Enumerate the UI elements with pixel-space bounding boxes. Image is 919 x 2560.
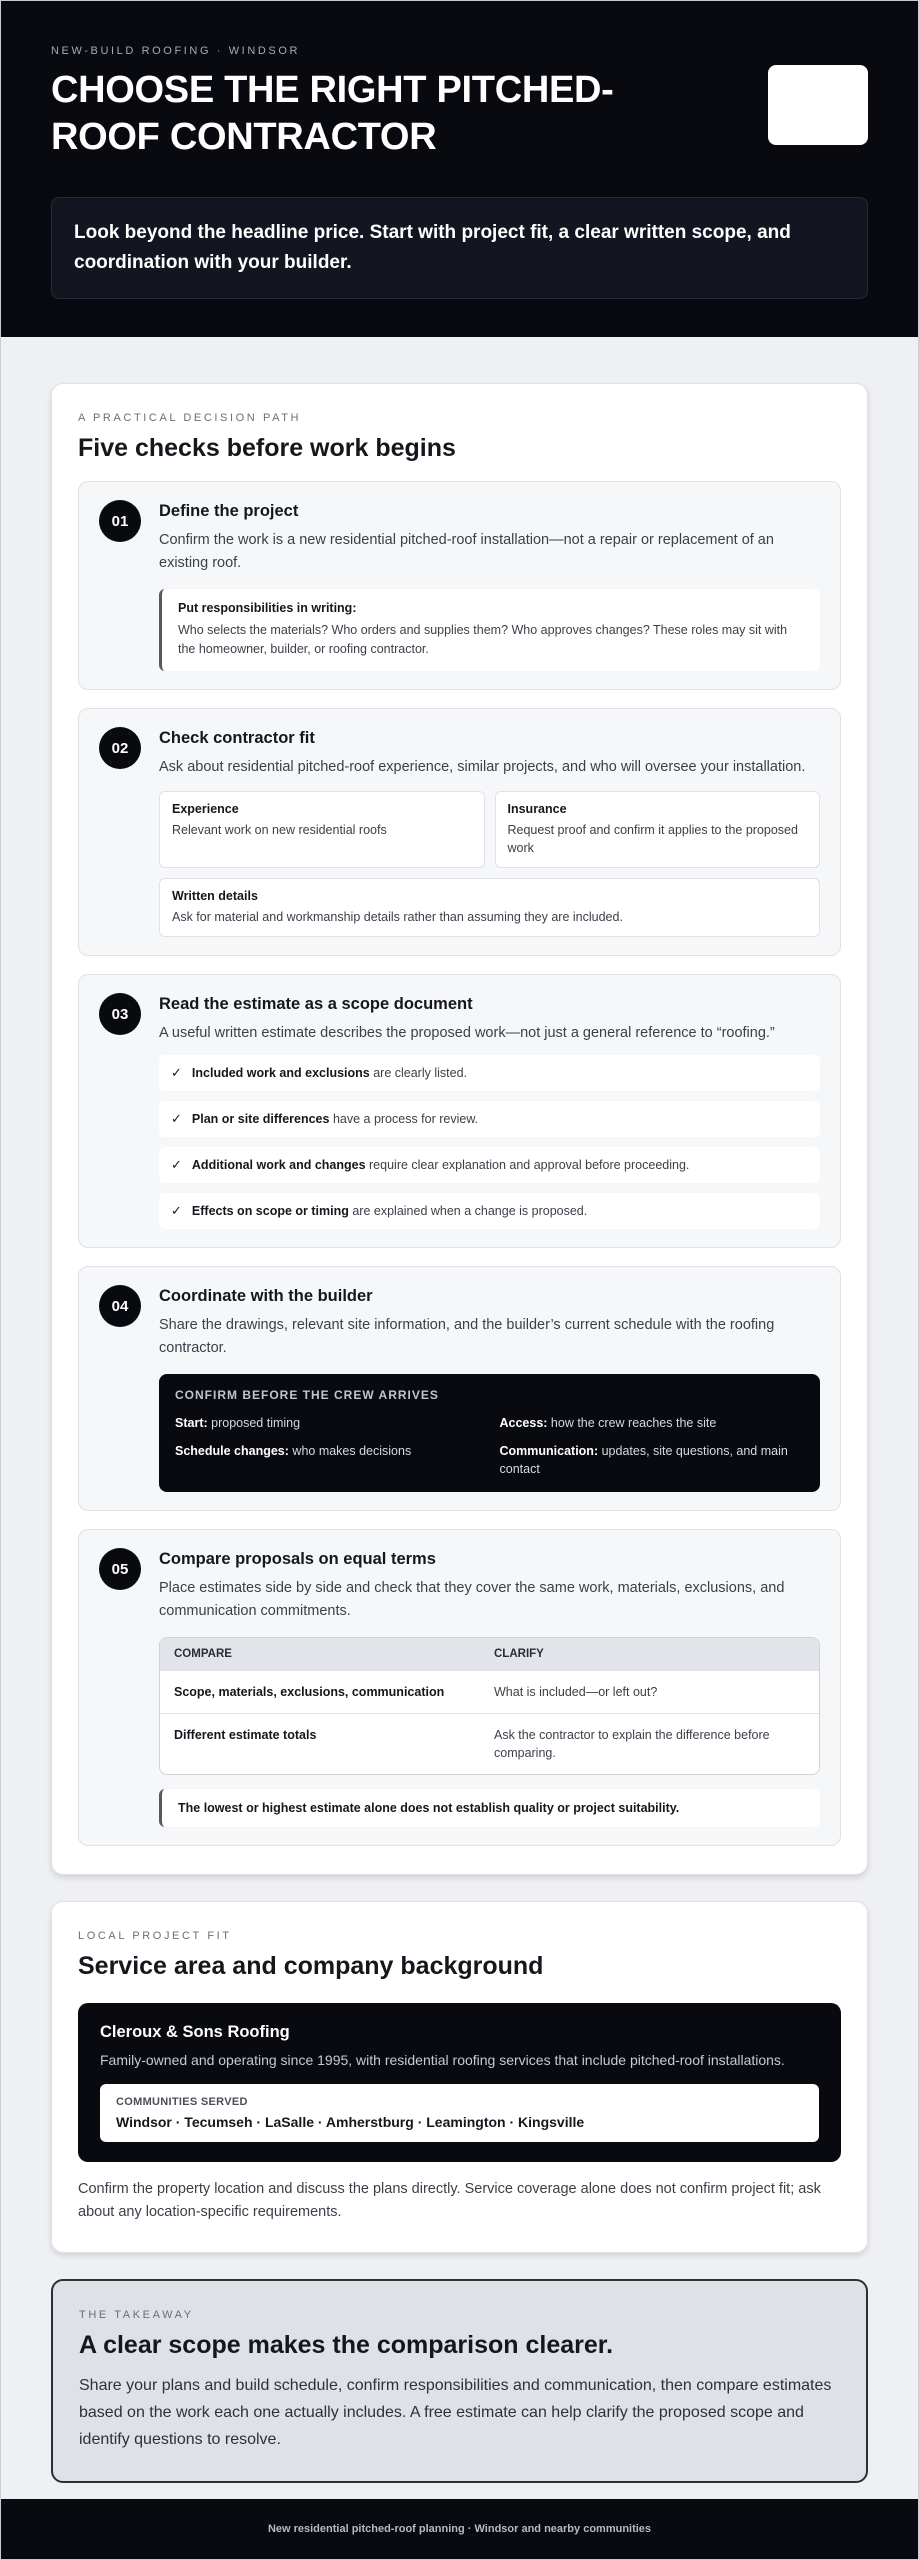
step-1 <box>78 481 841 690</box>
step-number: 05 <box>99 1548 141 1590</box>
footer: New residential pitched-roof planning · Windsor and nearby communities <box>1 2499 918 2559</box>
step-title: Define the project <box>159 502 299 520</box>
section-eyebrow: LOCAL PROJECT FIT <box>78 1930 232 1942</box>
step-title: Check contractor fit <box>159 729 315 747</box>
takeaway-card <box>51 2279 868 2483</box>
table-row <box>160 1670 819 1713</box>
column-header: COMPARE <box>174 1648 232 1660</box>
panel-title: CONFIRM BEFORE THE CREW ARRIVES <box>175 1388 439 1402</box>
step-title: Compare proposals on equal terms <box>159 1550 436 1568</box>
communities-label: COMMUNITIES SERVED <box>116 2096 248 2108</box>
panel-item-start: Start: proposed timing <box>175 1416 301 1430</box>
step-description: Place estimates side by side and check that they cover the same work, materials, exclusions, and communication commitments. <box>159 1580 785 1619</box>
step-5 <box>78 1529 841 1846</box>
fit-criteria-grid <box>159 791 820 937</box>
company-panel <box>78 2003 841 2162</box>
local-note: Confirm the property location and discuss the plans directly. Service coverage alone does not confirm project fit; ask about any location-specific requirements. <box>78 2181 821 2220</box>
check-bold: Effects on scope or timing <box>191 1204 349 1218</box>
criteria-insurance <box>495 791 821 868</box>
note-title: The lowest or highest estimate alone does not establish quality or project suitability. <box>178 1801 680 1815</box>
step-2 <box>78 708 841 956</box>
local-fit-card <box>51 1901 868 2253</box>
checkmark-icon: ✓ <box>171 1157 182 1172</box>
checkmark-icon: ✓ <box>171 1203 182 1218</box>
note-text: Who selects the materials? Who orders and supplies them? Who approves changes? These roles may sit with the homeowner, builder, or roofing contractor. <box>178 623 788 656</box>
table-cell: What is included—or left out? <box>494 1685 658 1699</box>
step-number: 01 <box>99 500 141 542</box>
criteria-experience <box>159 791 485 868</box>
company-description: Family-owned and operating since 1995, with residential roofing services that include pitched-roof installations. <box>100 2052 785 2068</box>
step-title: Read the estimate as a scope document <box>159 995 473 1013</box>
step-description: A useful written estimate describes the proposed work—not just a general reference to “roofing.” <box>159 1025 775 1041</box>
step-title: Coordinate with the builder <box>159 1287 373 1305</box>
comparison-table <box>159 1637 820 1775</box>
check-bold: Plan or site differences <box>191 1112 330 1126</box>
step-description: Confirm the work is a new residential pitched-roof installation—not a repair or replacement of an existing roof. <box>159 532 774 571</box>
section-eyebrow: A PRACTICAL DECISION PATH <box>78 412 302 424</box>
check-bold: Included work and exclusions <box>191 1066 370 1080</box>
table-cell: Ask the contractor to explain the difference before comparing. <box>494 1728 770 1760</box>
communities-list: Windsor · Tecumseh · LaSalle · Amherstburg · Leamington · Kingsville <box>116 2114 585 2130</box>
step-description: Share the drawings, relevant site information, and the builder’s current schedule with the roofing contractor. <box>159 1317 775 1356</box>
decision-path-card <box>51 383 868 1875</box>
step-description: Ask about residential pitched-roof experience, similar projects, and who will oversee your installation. <box>159 759 806 775</box>
criteria-written-details <box>159 878 820 937</box>
table-row <box>160 1713 819 1774</box>
panel-item-access: Access: how the crew reaches the site <box>499 1416 717 1430</box>
column-header: CLARIFY <box>494 1648 544 1660</box>
checklist-item <box>159 1147 820 1183</box>
estimate-note <box>159 1789 820 1827</box>
panel-item-schedule: Schedule changes: who makes decisions <box>175 1444 412 1458</box>
takeaway-title: A clear scope makes the comparison clearer. <box>79 2331 614 2359</box>
table-cell: Scope, materials, exclusions, communication <box>174 1685 445 1699</box>
hero-eyebrow: NEW-BUILD ROOFING · WINDSOR <box>51 45 301 57</box>
communities-box <box>100 2084 819 2142</box>
panel-grid <box>175 1414 804 1478</box>
checklist-item <box>159 1193 820 1229</box>
section-title: Five checks before work begins <box>78 434 456 462</box>
page-title: CHOOSE THE RIGHT PITCHED-ROOF CONTRACTOR <box>51 69 614 158</box>
step-3 <box>78 974 841 1248</box>
table-cell: Different estimate totals <box>174 1728 317 1742</box>
takeaway-text: Share your plans and build schedule, confirm responsibilities and communication, then compare estimates based on the work each one actually includes. A free estimate can help clarify the proposed scope and identify questions to resolve. <box>79 2377 832 2448</box>
checklist-item <box>159 1055 820 1091</box>
check-rest: have a process for review. <box>329 1112 479 1126</box>
criteria-title: Insurance <box>507 802 567 816</box>
responsibilities-note <box>159 589 820 671</box>
check-bold: Additional work and changes <box>191 1158 366 1172</box>
step-4 <box>78 1266 841 1511</box>
check-rest: require clear explanation and approval before proceeding. <box>365 1158 690 1172</box>
criteria-text: Ask for material and workmanship details rather than assuming they are included. <box>172 910 623 924</box>
logo-placeholder <box>768 65 868 145</box>
step-number: 04 <box>99 1285 141 1327</box>
step-number: 02 <box>99 727 141 769</box>
checkmark-icon: ✓ <box>171 1111 182 1126</box>
panel-item-communication: Communication: updates, site questions, and main contact <box>499 1444 788 1476</box>
company-name: Cleroux & Sons Roofing <box>100 2023 290 2041</box>
crew-arrival-panel <box>159 1374 820 1492</box>
check-rest: are explained when a change is proposed. <box>348 1204 588 1218</box>
section-eyebrow: THE TAKEAWAY <box>79 2309 194 2321</box>
checkmark-icon: ✓ <box>171 1065 182 1080</box>
step-number: 03 <box>99 993 141 1035</box>
criteria-text: Relevant work on new residential roofs <box>172 823 387 837</box>
section-title: Service area and company background <box>78 1952 544 1980</box>
check-rest: are clearly listed. <box>369 1066 467 1080</box>
criteria-text: Request proof and confirm it applies to the proposed work <box>507 823 798 855</box>
criteria-title: Experience <box>172 802 239 816</box>
table-header <box>160 1638 819 1670</box>
checklist-item <box>159 1101 820 1137</box>
hero-header <box>1 1 918 337</box>
note-title: Put responsibilities in writing: <box>178 601 357 615</box>
intro-callout: Look beyond the headline price. Start with project fit, a clear written scope, and coordination with your builder. <box>51 197 868 299</box>
criteria-title: Written details <box>172 889 258 903</box>
